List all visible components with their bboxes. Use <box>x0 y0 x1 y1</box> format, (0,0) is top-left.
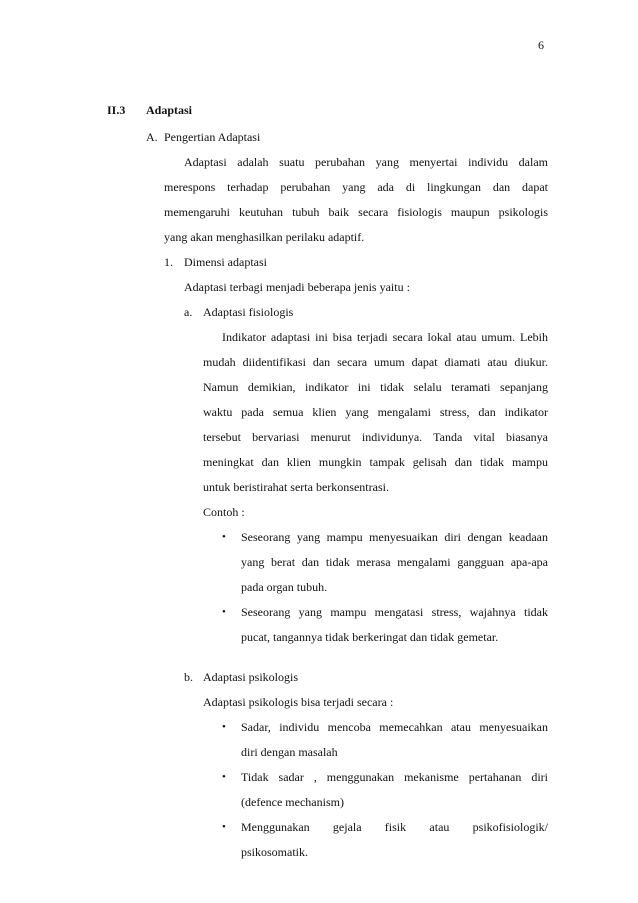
fisiologis-paragraph-line: untuk beristirahat serta berkonsentrasi. <box>203 480 389 494</box>
bullet-icon: • <box>222 531 226 543</box>
psikologis-bullet-line: Tidak sadar , menggunakan mekanisme pertahanan diri <box>241 770 548 784</box>
subsection-a-paragraph-line: merespons terhadap perubahan yang ada di lingkungan dan dapat <box>164 180 548 194</box>
subsection-a-label: A. <box>146 130 158 144</box>
psikologis-bullet-line: Menggunakan gejala fisik atau psikofisiologik/ <box>241 820 548 834</box>
contoh-label: Contoh : <box>203 505 245 519</box>
fisiologis-label: a. <box>184 305 193 319</box>
bullet-icon: • <box>222 721 226 733</box>
fisiologis-paragraph-line: waktu pada semua klien yang mengalami stress, dan indikator <box>203 405 548 419</box>
fisiologis-paragraph-line: meningkat dan klien mungkin tampak gelisah dan tidak mampu <box>203 455 548 469</box>
dimensi-label: 1. <box>164 255 173 269</box>
bullet-icon: • <box>222 606 226 618</box>
fisiologis-paragraph-line: Indikator adaptasi ini bisa terjadi secara lokal atau umum. Lebih <box>222 330 548 344</box>
psikologis-label: b. <box>184 670 193 684</box>
psikologis-bullet-line: Sadar, individu mencoba memecahkan atau menyesuaikan <box>241 720 548 734</box>
subsection-a-paragraph-line: memengaruhi keutuhan tubuh baik secara fisiologis maupun psikologis <box>164 205 548 219</box>
psikologis-intro: Adaptasi psikologis bisa terjadi secara : <box>203 695 394 709</box>
section-title: Adaptasi <box>146 103 193 117</box>
subsection-a-paragraph-line: yang akan menghasilkan perilaku adaptif. <box>164 230 365 244</box>
dimensi-title: Dimensi adaptasi <box>184 255 267 269</box>
section-number: II.3 <box>107 103 126 117</box>
fisiologis-bullet-line: Seseorang yang mampu mengatasi stress, wajahnya tidak <box>241 605 548 619</box>
fisiologis-bullet-line: pada organ tubuh. <box>241 580 328 594</box>
dimensi-intro: Adaptasi terbagi menjadi beberapa jenis yaitu : <box>184 280 410 294</box>
fisiologis-bullet-line: yang berat dan tidak merasa mengalami gangguan apa-apa <box>241 555 548 569</box>
fisiologis-bullet-line: Seseorang yang mampu menyesuaikan diri dengan keadaan <box>241 530 548 544</box>
fisiologis-paragraph-line: tersebut bervariasi menurut individunya. Tanda vital biasanya <box>203 430 548 444</box>
fisiologis-bullet-line: pucat, tangannya tidak berkeringat dan tidak gemetar. <box>241 630 499 644</box>
fisiologis-paragraph-line: mudah diidentifikasi dan secara umum dapat diamati atau diukur. <box>203 355 548 369</box>
psikologis-bullet-line: psikosomatik. <box>241 845 309 859</box>
fisiologis-paragraph-line: Namun demikian, indikator ini tidak selalu teramati sepanjang <box>203 380 548 394</box>
psikologis-title: Adaptasi psikologis <box>203 670 298 684</box>
bullet-icon: • <box>222 821 226 833</box>
page-number: 6 <box>538 38 544 52</box>
fisiologis-title: Adaptasi fisiologis <box>203 305 294 319</box>
psikologis-bullet-line: (defence mechanism) <box>241 795 344 809</box>
bullet-icon: • <box>222 771 226 783</box>
subsection-a-paragraph-line: Adaptasi adalah suatu perubahan yang menyertai individu dalam <box>184 155 548 169</box>
subsection-a-title: Pengertian Adaptasi <box>164 130 261 144</box>
psikologis-bullet-line: diri dengan masalah <box>241 745 338 759</box>
